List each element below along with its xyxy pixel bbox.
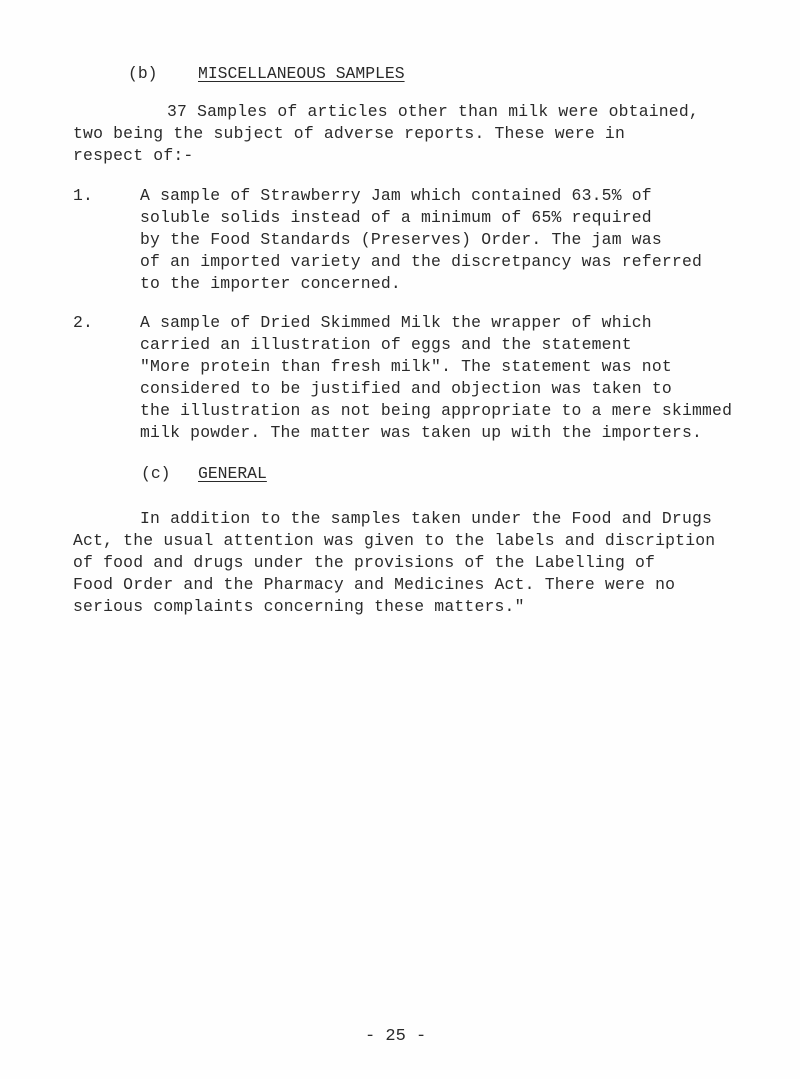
item-2-line: milk powder. The matter was taken up with the importers. bbox=[140, 423, 703, 442]
section-c-title: GENERAL bbox=[198, 464, 267, 483]
item-2-line: "More protein than fresh milk". The statement was not bbox=[140, 357, 672, 376]
item-2-line: A sample of Dried Skimmed Milk the wrapper of which bbox=[140, 313, 652, 332]
general-line: serious complaints concerning these matters." bbox=[73, 597, 525, 616]
general-line: In addition to the samples taken under the Food and Drugs bbox=[140, 509, 713, 528]
item-2-line: carried an illustration of eggs and the statement bbox=[140, 335, 632, 354]
item-1-line: to the importer concerned. bbox=[140, 274, 401, 293]
item-2-line: the illustration as not being appropriate to a mere skimmed bbox=[140, 401, 733, 420]
intro-line: two being the subject of adverse reports. These were in bbox=[73, 124, 625, 143]
item-1-line: soluble solids instead of a minimum of 65% required bbox=[140, 208, 652, 227]
intro-line: respect of:- bbox=[73, 146, 194, 165]
item-1-number: 1. bbox=[73, 186, 94, 205]
general-line: Act, the usual attention was given to the labels and discription bbox=[73, 531, 716, 550]
intro-line: 37 Samples of articles other than milk were obtained, bbox=[167, 102, 699, 121]
item-1-line: of an imported variety and the discretpancy was referred bbox=[140, 252, 703, 271]
section-c-label: (c) bbox=[141, 464, 171, 483]
page-number: - 25 - bbox=[365, 1027, 427, 1046]
section-b-title: MISCELLANEOUS SAMPLES bbox=[198, 64, 405, 83]
section-b-label: (b) bbox=[128, 64, 158, 83]
item-1-line: A sample of Strawberry Jam which contained 63.5% of bbox=[140, 186, 652, 205]
item-2-number: 2. bbox=[73, 313, 94, 332]
item-2-line: considered to be justified and objection was taken to bbox=[140, 379, 672, 398]
item-1-line: by the Food Standards (Preserves) Order. The jam was bbox=[140, 230, 662, 249]
general-line: Food Order and the Pharmacy and Medicines Act. There were no bbox=[73, 575, 676, 594]
general-line: of food and drugs under the provisions of the Labelling of bbox=[73, 553, 656, 572]
